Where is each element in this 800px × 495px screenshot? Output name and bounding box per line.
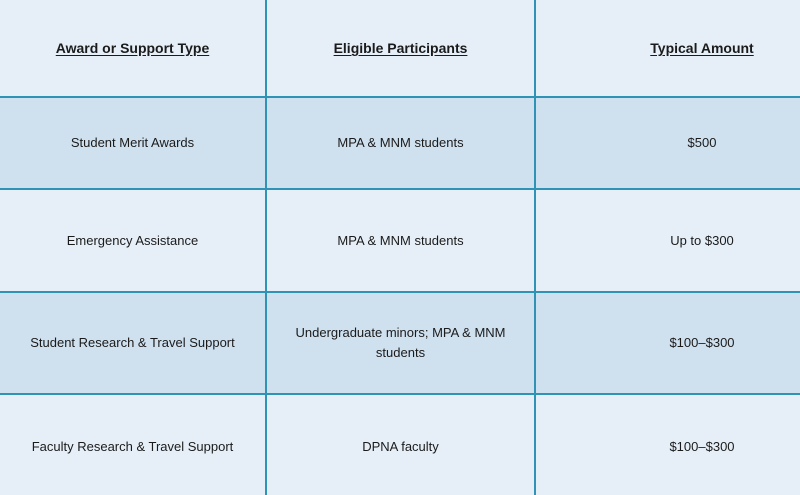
table-row xyxy=(0,189,800,292)
table-row xyxy=(0,394,800,495)
award-type-cell: Student Research & Travel Support xyxy=(0,292,266,394)
table-row xyxy=(0,292,800,394)
participants-cell: MPA & MNM students xyxy=(266,189,535,292)
participants-cell: MPA & MNM students xyxy=(266,97,535,189)
award-type-cell: Student Merit Awards xyxy=(0,97,266,189)
amount-cell: $100–$300 xyxy=(535,292,800,394)
header-eligible-participants: Eligible Participants xyxy=(266,0,535,97)
award-type-cell: Emergency Assistance xyxy=(0,189,266,292)
amount-cell: Up to $300 xyxy=(535,189,800,292)
header-typical-amount: Typical Amount xyxy=(535,0,800,97)
header-award-type: Award or Support Type xyxy=(0,0,266,97)
table-row xyxy=(0,97,800,189)
amount-cell: $100–$300 xyxy=(535,394,800,495)
amount-cell: $500 xyxy=(535,97,800,189)
table-header-row xyxy=(0,0,800,97)
award-type-cell: Faculty Research & Travel Support xyxy=(0,394,266,495)
participants-cell: DPNA faculty xyxy=(266,394,535,495)
participants-cell: Undergraduate minors; MPA & MNM students xyxy=(266,292,535,394)
